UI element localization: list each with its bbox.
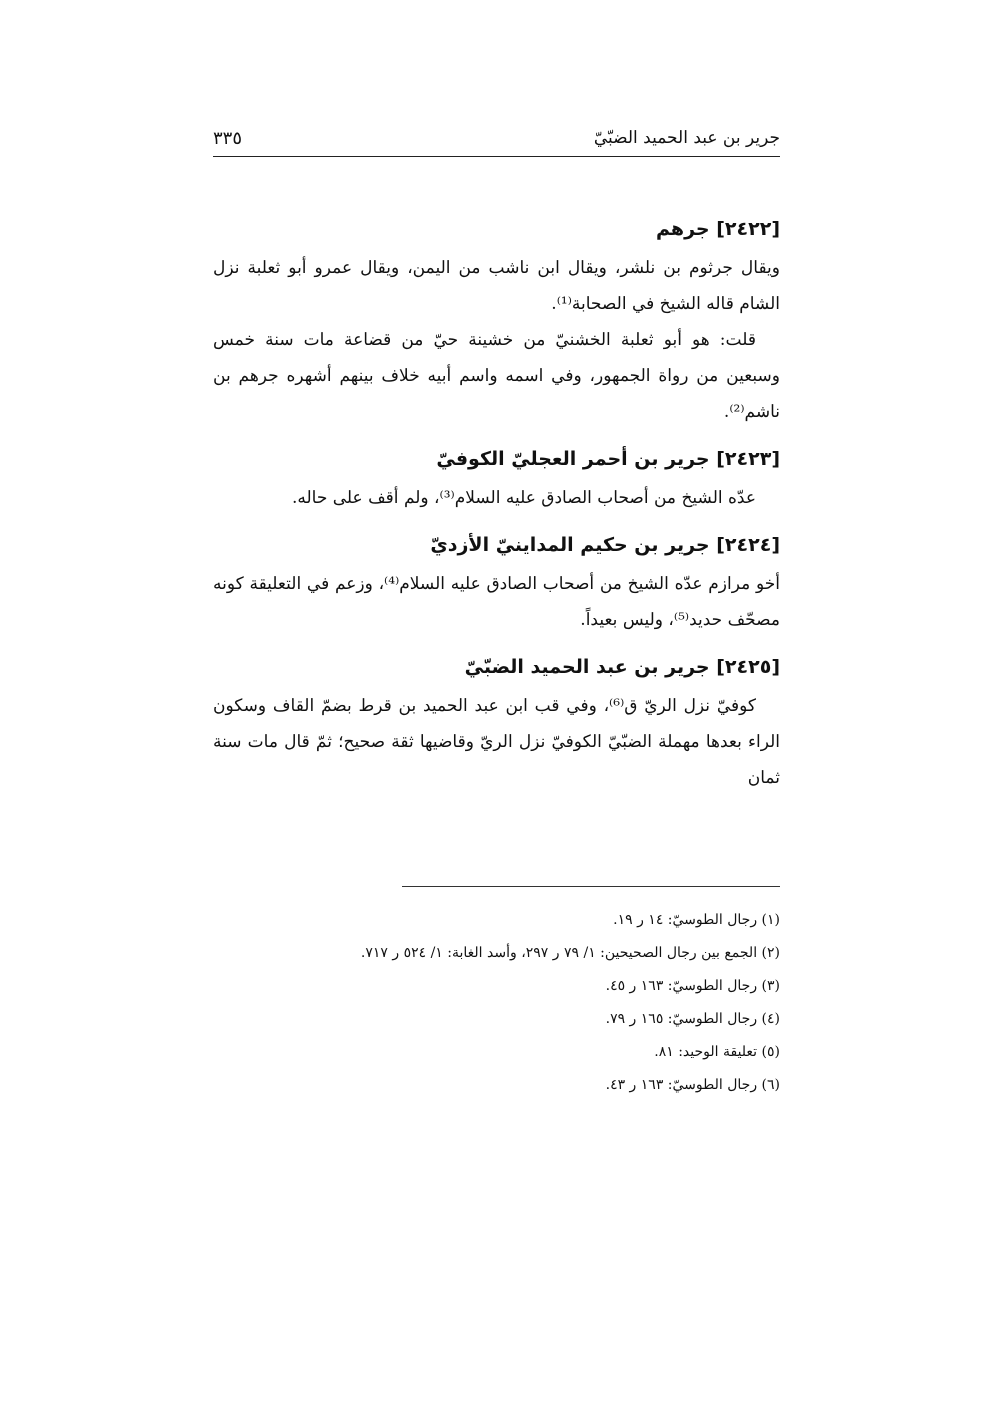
entry-2422 <box>213 212 780 430</box>
entry-2425 <box>213 650 780 796</box>
entry-paragraph: كوفيّ نزل الريّ ق⁽⁶⁾، وفي قب ابن عبد الحميد بن قرط بضمّ القاف وسكون الراء بعدها مهملة الضبّيّ الكوفيّ نزل الريّ وقاضيها ثقة صحيح؛ ثمّ قال مات سنة ثمان <box>213 696 780 788</box>
entry-heading: [٢٤٢٣] جرير بن أحمر العجليّ الكوفيّ <box>436 448 780 470</box>
footnote-item: (١) رجال الطوسيّ: ١٤ ر ١٩. <box>613 912 780 928</box>
page-number: ٣٣٥ <box>213 128 243 149</box>
entry-paragraph: ويقال جرثوم بن نلشر، ويقال ابن ناشب من اليمن، ويقال عمرو أبو ثعلبة نزل الشام قاله الشيخ في الصحابة⁽¹⁾. <box>213 258 780 314</box>
running-title: جرير بن عبد الحميد الضبّيّ <box>593 128 780 148</box>
entry-paragraph: أخو مرازم عدّه الشيخ من أصحاب الصادق عليه السلام⁽⁴⁾، وزعم في التعليقة كونه مصحّف حديد⁽⁵⁾، وليس بعيداً. <box>213 574 780 630</box>
page-header <box>213 126 780 157</box>
footnote-item: (٦) رجال الطوسيّ: ١٦٣ ر ٤٣. <box>605 1077 780 1093</box>
entry-heading: [٢٤٢٤] جرير بن حكيم المداينيّ الأزديّ <box>430 534 780 556</box>
footnote-list <box>213 904 780 1102</box>
entry-heading: [٢٤٢٥] جرير بن عبد الحميد الضبّيّ <box>464 656 780 678</box>
entry-heading: [٢٤٢٢] جرهم <box>656 218 780 240</box>
entry-paragraph: قلت: هو أبو ثعلبة الخشنيّ من خشينة حيّ من قضاعة مات سنة خمس وسبعين من رواة الجمهور، وفي اسمه واسم أبيه خلاف بينهم أشهره جرهم بن ناشم⁽²⁾. <box>213 330 780 422</box>
main-text <box>213 212 780 796</box>
entry-paragraph: عدّه الشيخ من أصحاب الصادق عليه السلام⁽³⁾، ولم أقف على حاله. <box>291 488 756 508</box>
footnote-item: (٥) تعليقة الوحيد: ٨١. <box>654 1044 780 1060</box>
footnote-item: (٤) رجال الطوسيّ: ١٦٥ ر ٧٩. <box>605 1011 780 1027</box>
entry-2424 <box>213 528 780 638</box>
footnote-divider <box>402 886 780 887</box>
footnote-item: (٣) رجال الطوسيّ: ١٦٣ ر ٤٥. <box>605 978 780 994</box>
entry-2423 <box>213 442 780 516</box>
footnote-item: (٢) الجمع بين رجال الصحيحين: ١/ ٧٩ ر ٢٩٧، وأسد الغابة: ١/ ٥٢٤ ر ٧١٧. <box>360 945 780 961</box>
